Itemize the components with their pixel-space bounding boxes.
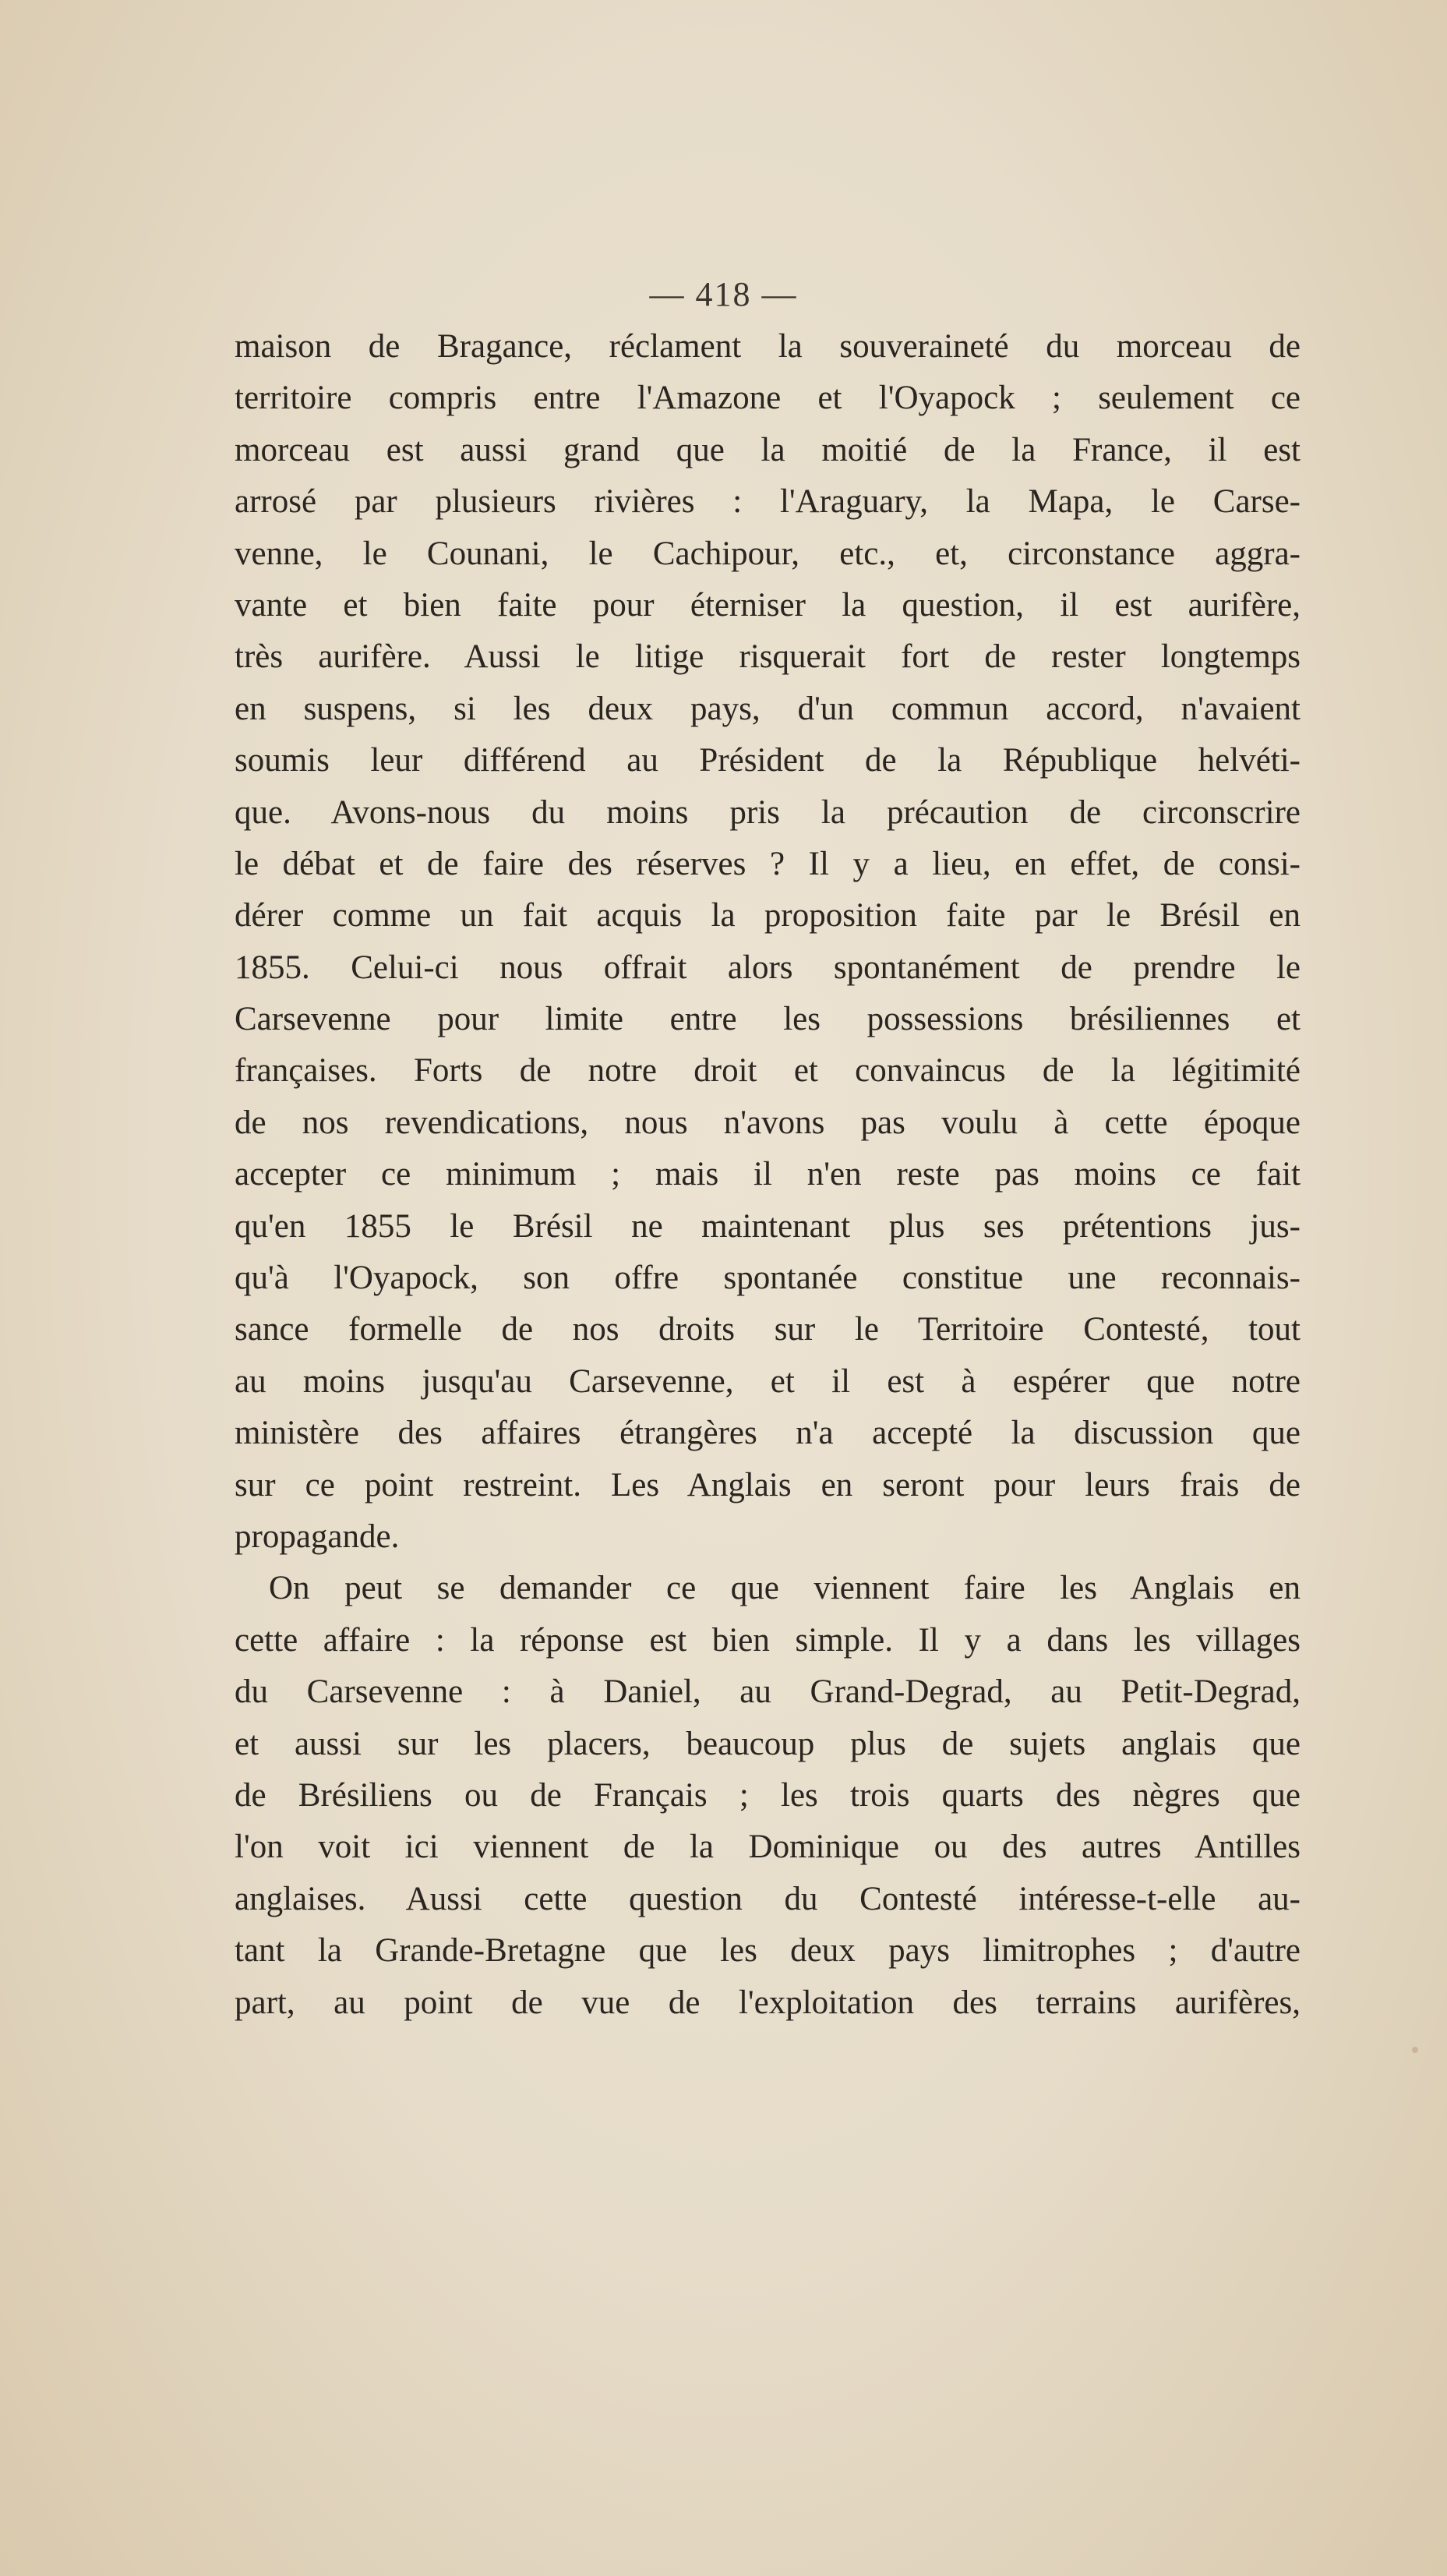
- text-line: part, au point de vue de l'exploitation des terrains aurifères,: [235, 1984, 1301, 2021]
- text-line: propagande.: [235, 1518, 400, 1555]
- text-line: cette affaire : la réponse est bien simple. Il y a dans les villages: [235, 1621, 1301, 1659]
- text-line: le débat et de faire des réserves ? Il y a lieu, en effet, de consi-: [235, 845, 1301, 882]
- text-line: 1855. Celui-ci nous offrait alors spontanément de prendre le: [235, 949, 1301, 986]
- text-line: soumis leur différend au Président de la République helvéti-: [235, 742, 1301, 779]
- body-text: [235, 321, 1301, 2029]
- text-line: venne, le Counani, le Cachipour, etc., et, circonstance aggra-: [235, 535, 1301, 572]
- text-line: que. Avons-nous du moins pris la précaution de circonscrire: [235, 793, 1301, 831]
- text-line: et aussi sur les placers, beaucoup plus de sujets anglais que: [235, 1725, 1301, 1762]
- text-line: très aurifère. Aussi le litige risquerait fort de rester longtemps: [235, 638, 1301, 676]
- text-line: territoire compris entre l'Amazone et l'Oyapock ; seulement ce: [235, 380, 1301, 417]
- text-line: dérer comme un fait acquis la proposition faite par le Brésil en: [235, 897, 1301, 935]
- text-line: arrosé par plusieurs rivières : l'Araguary, la Mapa, le Carse-: [235, 483, 1301, 521]
- page-number: — 418 —: [649, 275, 798, 313]
- text-line: sur ce point restreint. Les Anglais en seront pour leurs frais de: [235, 1466, 1301, 1504]
- text-line: accepter ce minimum ; mais il n'en reste pas moins ce fait: [235, 1156, 1301, 1193]
- text-line: tant la Grande-Bretagne que les deux pays limitrophes ; d'autre: [235, 1932, 1301, 1970]
- text-line: l'on voit ici viennent de la Dominique ou des autres Antilles: [235, 1829, 1301, 1866]
- text-line: françaises. Forts de notre droit et convaincus de la légitimité: [235, 1052, 1301, 1090]
- text-line: au moins jusqu'au Carsevenne, et il est à espérer que notre: [235, 1362, 1301, 1400]
- text-line: maison de Bragance, réclament la souveraineté du morceau de: [235, 328, 1301, 365]
- text-line: anglaises. Aussi cette question du Contesté intéresse-t-elle au-: [235, 1880, 1301, 1917]
- text-line: de Brésiliens ou de Français ; les trois quarts des nègres que: [235, 1776, 1301, 1814]
- text-line: qu'en 1855 le Brésil ne maintenant plus ses prétentions jus-: [235, 1207, 1301, 1245]
- text-line: de nos revendications, nous n'avons pas voulu à cette époque: [235, 1104, 1301, 1141]
- text-line: Carsevenne pour limite entre les possessions brésiliennes et: [235, 1001, 1301, 1038]
- paper-speck: [1412, 2047, 1418, 2053]
- text-line: morceau est aussi grand que la moitié de la France, il est: [235, 431, 1301, 468]
- text-line: qu'à l'Oyapock, son offre spontanée constitue une reconnais-: [235, 1260, 1301, 1297]
- text-line: On peut se demander ce que viennent faire les Anglais en: [269, 1570, 1301, 1607]
- text-line: du Carsevenne : à Daniel, au Grand-Degrad, au Petit-Degrad,: [235, 1673, 1301, 1711]
- text-line: vante et bien faite pour éterniser la question, il est aurifère,: [235, 586, 1301, 624]
- text-line: en suspens, si les deux pays, d'un commun accord, n'avaient: [235, 690, 1301, 727]
- text-line: sance formelle de nos droits sur le Territoire Contesté, tout: [235, 1311, 1301, 1348]
- text-line: ministère des affaires étrangères n'a accepté la discussion que: [235, 1415, 1301, 1452]
